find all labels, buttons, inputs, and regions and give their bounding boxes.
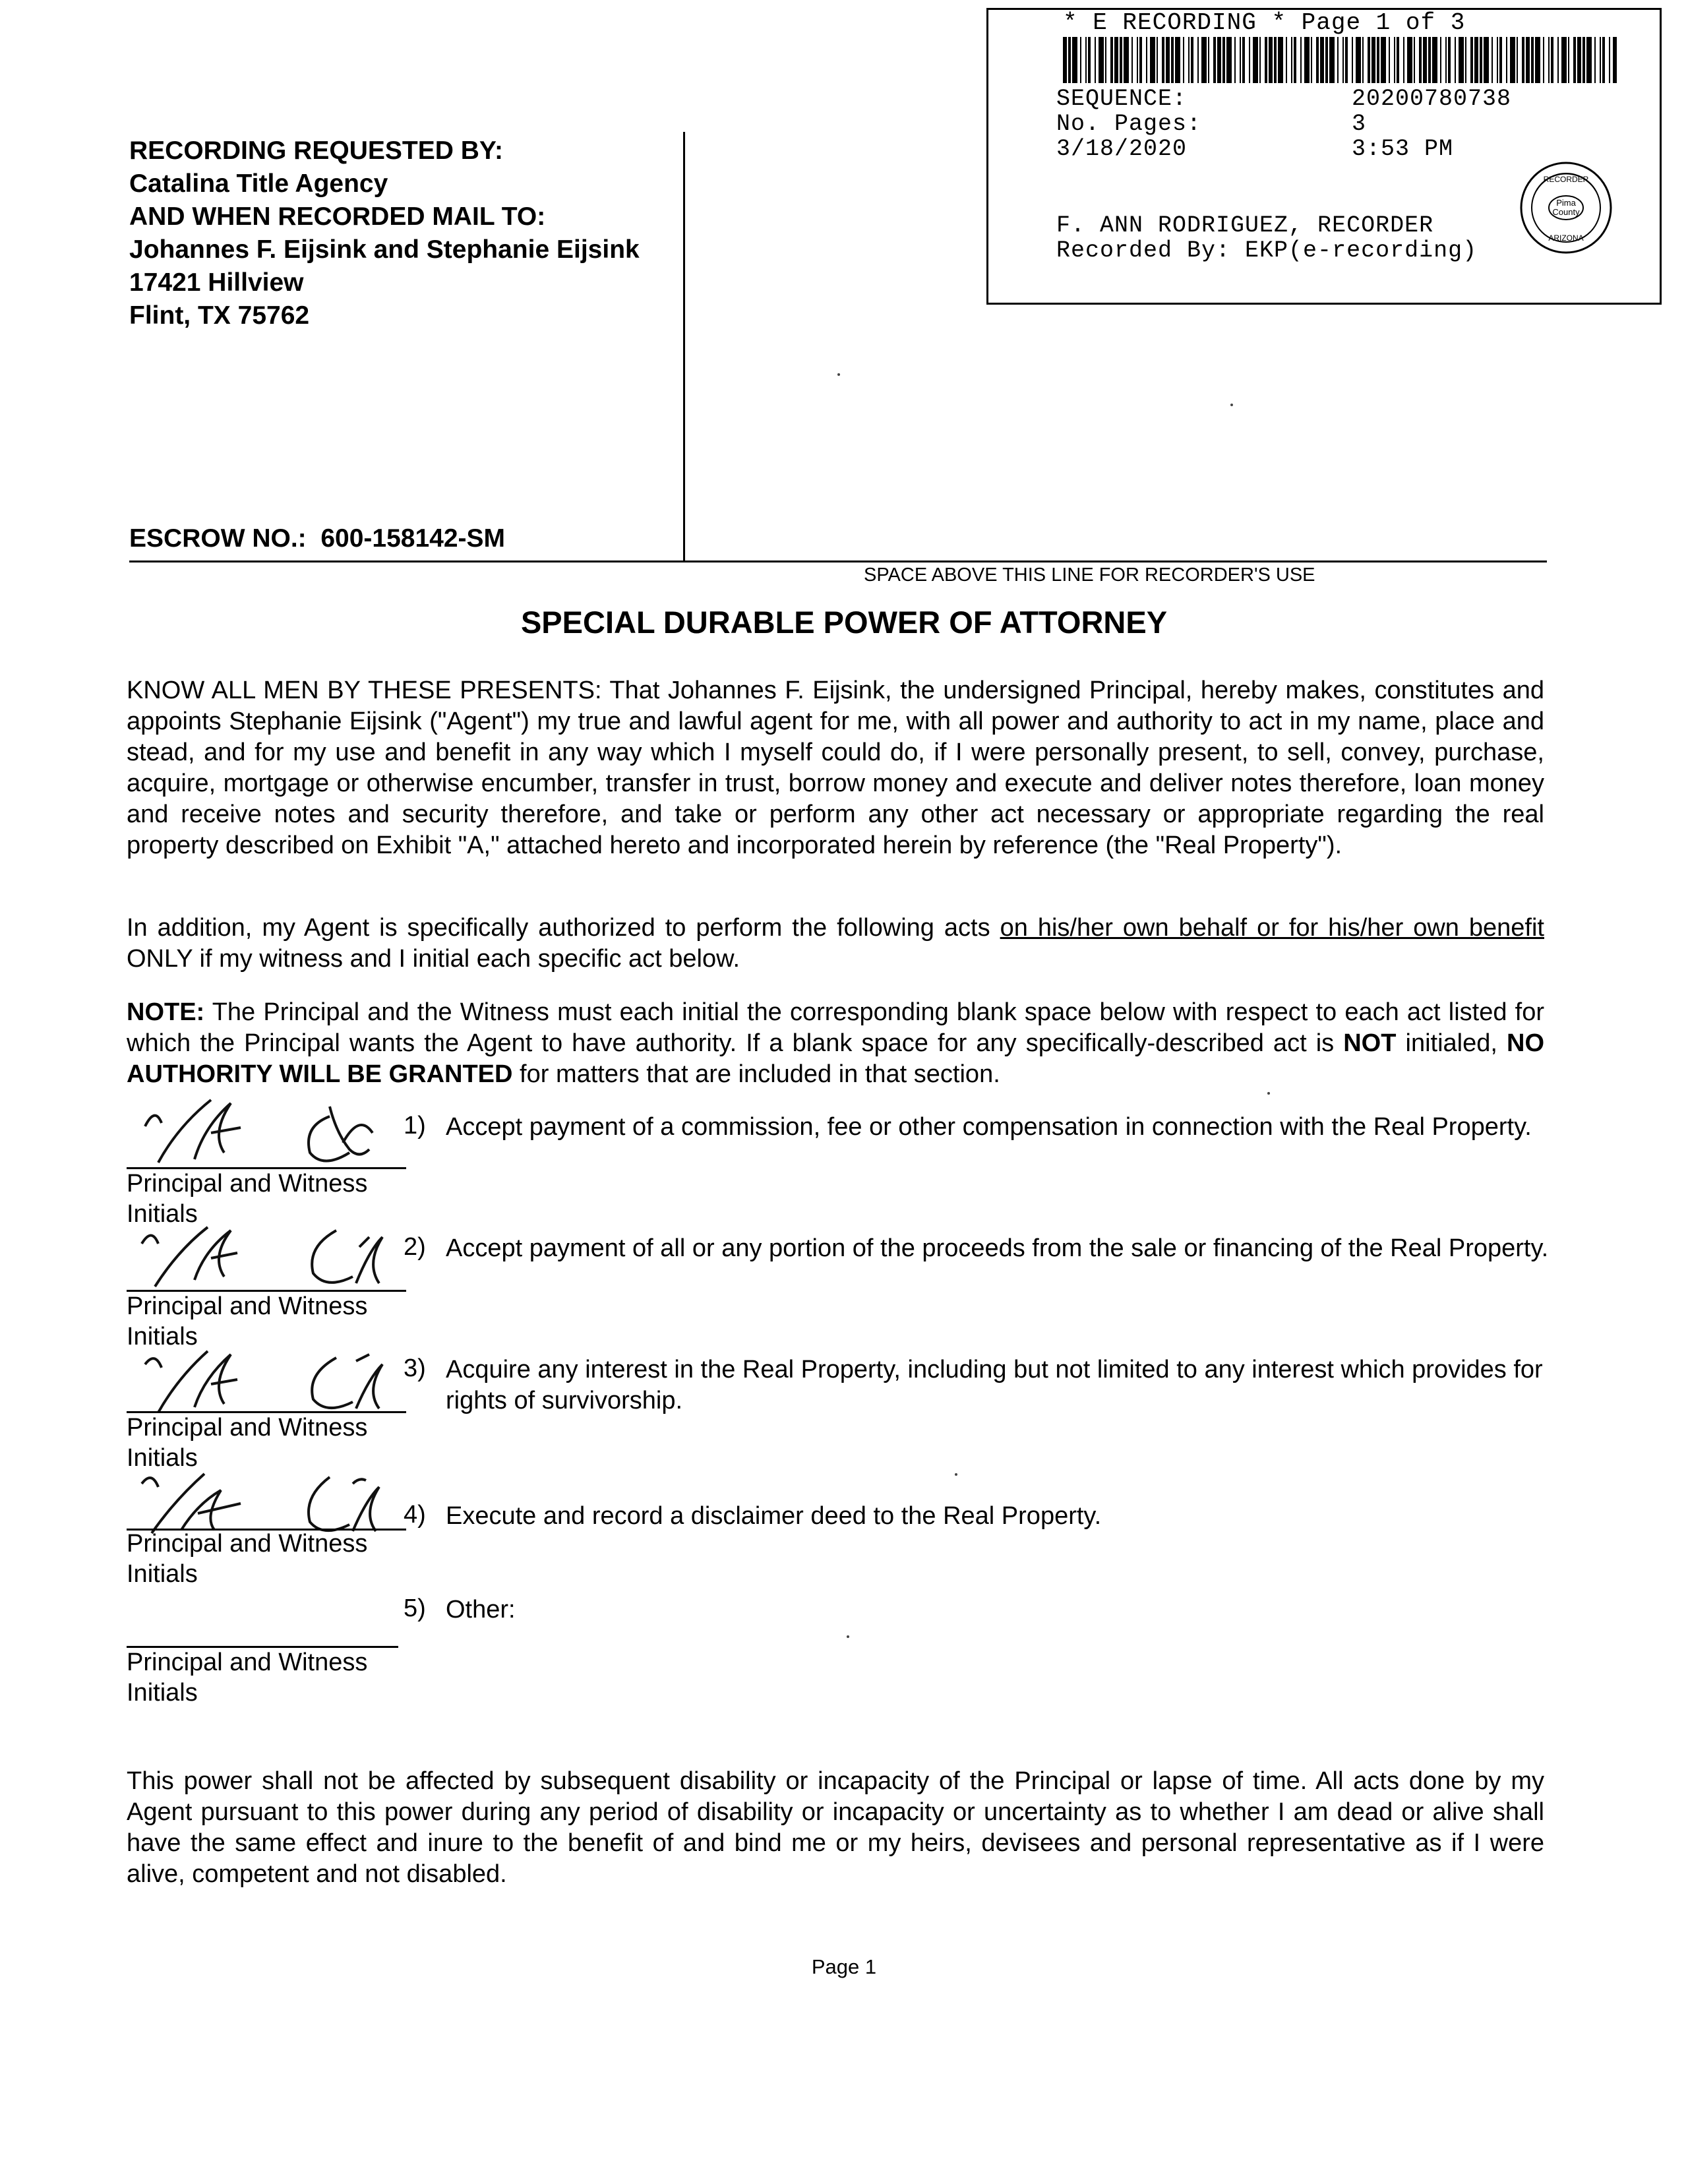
barcode-bar (1183, 37, 1184, 83)
durability-paragraph: This power shall not be affected by subsequent disability or incapacity of the Principal or lapse of time. All acts done by my Agent pursuant to this power during any period of disability or incapacity or uncertainty as to whether I am dead or alive shall have the same effect and inure to the benefit of and bind me or my heirs, devisees and personal representative as if I were alive, competent and not disabled. (127, 1767, 1544, 1888)
grant-paragraph: KNOW ALL MEN BY THESE PRESENTS: That Johannes F. Eijsink, the undersigned Principal, hereby makes, constitutes and appoints Stephanie Eijsink ("Agent") my true and lawful agent for me, with all power and authority to act in my name, place and stead, and for my use and benefit in any way which I myself could do, if I were personally present, to sell, convey, purchase, acquire, mortgage or otherwise encumber, transfer in trust, borrow money and execute and deliver notes therefore, loan money and receive notes and security therefore, and take or perform any other act necessary or appropriate regarding the real property described on Exhibit "A," attached hereto and incorporated herein by reference (the "Real Property"). (127, 677, 1544, 859)
barcode-bar (1088, 37, 1091, 83)
note-text-3: for matters that are included in that section. (512, 1060, 1000, 1088)
barcode-bar (1072, 37, 1077, 83)
barcode-bar (1166, 37, 1170, 83)
barcode-bar (1234, 37, 1236, 83)
barcode-bar (1208, 37, 1209, 83)
barcode-bar (1286, 37, 1287, 83)
barcode-bar (1099, 37, 1104, 83)
recording-requested-block (129, 135, 670, 332)
barcode-bar (1517, 37, 1518, 83)
barcode-bar (1131, 37, 1133, 83)
barcode-bar (1139, 37, 1142, 83)
barcode-bar (1337, 37, 1339, 83)
barcode-bar (1217, 37, 1221, 83)
recorder-name: F. ANN RODRIGUEZ, RECORDER (1056, 212, 1434, 239)
initials-signature-icon (132, 1087, 409, 1172)
barcode-bar (1150, 37, 1155, 83)
barcode-bar (1586, 37, 1592, 83)
barcode-bar (1480, 37, 1482, 83)
initials-label (127, 1647, 367, 1708)
barcode-bar (1414, 37, 1415, 83)
barcode-bar (1492, 37, 1493, 83)
barcode-bar (1381, 37, 1386, 83)
mail-to-label: AND WHEN RECORDED MAIL TO: (129, 202, 546, 231)
barcode-bar (1105, 37, 1106, 83)
mail-to-name: Johannes F. Eijsink and Stephanie Eijsink (129, 235, 640, 264)
recorder-use-divider (129, 561, 1547, 562)
barcode-bar (1269, 37, 1273, 83)
barcode-bar (1265, 37, 1267, 83)
initials-label-line-2: Initials (127, 1679, 198, 1707)
barcode-bar (1253, 37, 1258, 83)
barcode-bar (1368, 37, 1370, 83)
barcode-bar (1146, 37, 1147, 83)
pages-value: 3 (1352, 111, 1367, 137)
recording-date: 3/18/2020 (1056, 136, 1188, 162)
barcode-bar (1300, 37, 1302, 83)
svg-text:RECORDER: RECORDER (1543, 175, 1589, 184)
act-number: 5) (404, 1594, 426, 1622)
barcode-bar (1506, 37, 1507, 83)
note-paragraph (127, 997, 1544, 1090)
scan-speck (837, 373, 840, 376)
act-number: 3) (404, 1354, 426, 1382)
barcode-bar (1557, 37, 1559, 83)
barcode-bar (1609, 37, 1610, 83)
initials-label-line-1: Principal and Witness (127, 1649, 368, 1676)
barcode-bar (1080, 37, 1081, 83)
barcode-bar (1465, 37, 1466, 83)
space-above-note: SPACE ABOVE THIS LINE FOR RECORDER'S USE (864, 564, 1315, 586)
barcode-bar (1445, 37, 1447, 83)
note-label: NOTE: (127, 998, 205, 1026)
recording-time: 3:53 PM (1352, 136, 1454, 162)
own-benefit-underlined: on his/her own behalf or for his/her own benefit (1000, 914, 1544, 942)
barcode-bar (1613, 37, 1617, 83)
barcode-bar (1249, 37, 1250, 83)
initials-label-line-1: Principal and Witness (127, 1530, 368, 1558)
barcode-bar (1175, 37, 1180, 83)
barcode-bar (1063, 37, 1067, 83)
barcode-bar (1197, 37, 1199, 83)
barcode-bar (1110, 37, 1113, 83)
barcode-bar (1095, 37, 1096, 83)
barcode-bar (1582, 37, 1585, 83)
act-text: Acquire any interest in the Real Property, including but not limited to any interest which provides for rights of survivorship. (446, 1356, 1543, 1414)
barcode-bar (1242, 37, 1245, 83)
initials-label-line-1: Principal and Witness (127, 1170, 368, 1198)
barcode-bar (1602, 37, 1605, 83)
barcode-bar (1188, 37, 1190, 83)
barcode-bar (1345, 37, 1348, 83)
barcode-bar (1362, 37, 1364, 83)
barcode-bar (1526, 37, 1530, 83)
initials-label-line-2: Initials (127, 1323, 198, 1350)
escrow-number: 600-158142-SM (320, 524, 506, 553)
barcode-bar (1497, 37, 1498, 83)
barcode-bar (1448, 37, 1451, 83)
barcode-bar (1561, 37, 1567, 83)
barcode-bar (1162, 37, 1164, 83)
additional-text-end: ONLY if my witness and I initial each specific act below. (127, 945, 740, 973)
barcode-bar (1594, 37, 1596, 83)
barcode-bar (1535, 37, 1540, 83)
barcode-bar (1278, 37, 1283, 83)
additional-authority-paragraph (127, 913, 1544, 975)
barcode-bar (1548, 37, 1550, 83)
barcode-bar (1510, 37, 1515, 83)
initials-signature-icon (132, 1341, 409, 1420)
barcode-bar (1316, 37, 1319, 83)
barcode-bar (1213, 37, 1216, 83)
initials-label-line-1: Principal and Witness (127, 1292, 368, 1320)
barcode-bar (1407, 37, 1412, 83)
note-not: NOT (1343, 1029, 1397, 1057)
barcode-bar (1294, 37, 1296, 83)
barcode-bar (1531, 37, 1534, 83)
initials-signature-icon (132, 1211, 409, 1296)
act-number: 4) (404, 1501, 426, 1529)
initials-label-line-1: Principal and Witness (127, 1414, 368, 1441)
requested-by-name: Catalina Title Agency (129, 169, 388, 198)
barcode-bar (1085, 37, 1087, 83)
act-text: Accept payment of a commission, fee or other compensation in connection with the Real Property. (446, 1113, 1532, 1141)
barcode-bar (1543, 37, 1544, 83)
document-title: SPECIAL DURABLE POWER OF ATTORNEY (520, 605, 1168, 640)
barcode-bar (1120, 37, 1122, 83)
barcode-bar (1377, 37, 1379, 83)
barcode-bar (1226, 37, 1232, 83)
barcode-bar (1157, 37, 1158, 83)
barcode-bar (1551, 37, 1553, 83)
barcode-bar (1352, 37, 1353, 83)
barcode-bar (1311, 37, 1312, 83)
barcode-bar (1440, 37, 1441, 83)
barcode-bar (1394, 37, 1395, 83)
scan-speck (1267, 1092, 1270, 1095)
scan-speck (1230, 404, 1233, 406)
barcode-bar (1428, 37, 1431, 83)
initials-label-line-2: Initials (127, 1200, 198, 1228)
recorded-by: Recorded By: EKP(e-recording) (1056, 237, 1478, 264)
barcode-bar (1068, 37, 1071, 83)
sequence-value: 20200780738 (1352, 86, 1512, 112)
barcode-bar (1201, 37, 1207, 83)
act-number: 1) (404, 1112, 426, 1139)
barcode-bar (1356, 37, 1361, 83)
note-no-authority: NO AUTHORITY WILL BE GRANTED (127, 1029, 1544, 1088)
barcode-bar (1522, 37, 1524, 83)
svg-text:Pima: Pima (1556, 198, 1576, 208)
barcode-bar (1372, 37, 1375, 83)
escrow-label: ESCROW NO.: (129, 524, 307, 553)
svg-text:ARIZONA: ARIZONA (1548, 233, 1584, 243)
barcode-bar (1389, 37, 1390, 83)
barcode-bar (1320, 37, 1324, 83)
act-text: Other: (446, 1596, 516, 1623)
barcode-bar (1403, 37, 1404, 83)
sequence-label: SEQUENCE: (1056, 86, 1188, 112)
barcode-bar (1573, 37, 1576, 83)
escrow-number-line (129, 524, 505, 553)
barcode-bar (1474, 37, 1478, 83)
mail-to-city: Flint, TX 75762 (129, 301, 310, 330)
barcode-bar (1568, 37, 1569, 83)
barcode-bar (1325, 37, 1328, 83)
note-text-1: The Principal and the Witness must each initial the corresponding blank space below with respect to each act listed for which the Principal wants the Agent to have authority. If a blank space for any specifically-described act is (127, 998, 1544, 1057)
barcode-bar (1171, 37, 1174, 83)
barcode-bar (1124, 37, 1129, 83)
barcode-bar (1397, 37, 1399, 83)
barcode-bar (1137, 37, 1138, 83)
mail-to-street: 17421 Hillview (129, 268, 304, 297)
barcode-bar (1484, 37, 1489, 83)
initials-label-line-2: Initials (127, 1444, 198, 1472)
barcode-bar (1455, 37, 1456, 83)
barcode-bar (1577, 37, 1581, 83)
header-vertical-divider (683, 132, 685, 561)
initials-label-line-2: Initials (127, 1560, 198, 1588)
barcode-bar (1499, 37, 1502, 83)
svg-text:County: County (1552, 207, 1580, 217)
scan-speck (955, 1473, 957, 1476)
barcode-bar (1419, 37, 1422, 83)
barcode-bar (1342, 37, 1344, 83)
barcode-bar (1459, 37, 1464, 83)
barcode-bar (1240, 37, 1241, 83)
barcode-bar (1274, 37, 1277, 83)
barcode-bar (1329, 37, 1335, 83)
scan-speck (847, 1635, 849, 1638)
barcode-bar (1259, 37, 1261, 83)
recorder-box-title: * E RECORDING * Page 1 of 3 (1063, 9, 1466, 36)
barcode-bar (1114, 37, 1118, 83)
barcode-icon (1063, 37, 1617, 83)
initials-label (127, 1529, 367, 1589)
barcode-bar (1222, 37, 1225, 83)
recording-requested-label: RECORDING REQUESTED BY: (129, 136, 503, 165)
barcode-bar (1304, 37, 1310, 83)
act-text: Accept payment of all or any portion of the proceeds from the sale or financing of the Real Property. (446, 1234, 1549, 1262)
barcode-bar (1470, 37, 1473, 83)
additional-text-start: In addition, my Agent is specifically authorized to perform the following acts (127, 914, 1000, 942)
act-text: Execute and record a disclaimer deed to the Real Property. (446, 1502, 1102, 1530)
barcode-bar (1432, 37, 1437, 83)
pages-label: No. Pages: (1056, 111, 1202, 137)
barcode-bar (1600, 37, 1601, 83)
act-number: 2) (404, 1233, 426, 1261)
county-recorder-seal-icon (1517, 158, 1615, 257)
page-number: Page 1 (811, 1955, 877, 1978)
barcode-bar (1423, 37, 1427, 83)
note-text-2: initialed, (1396, 1029, 1507, 1057)
barcode-bar (1191, 37, 1193, 83)
barcode-bar (1291, 37, 1292, 83)
